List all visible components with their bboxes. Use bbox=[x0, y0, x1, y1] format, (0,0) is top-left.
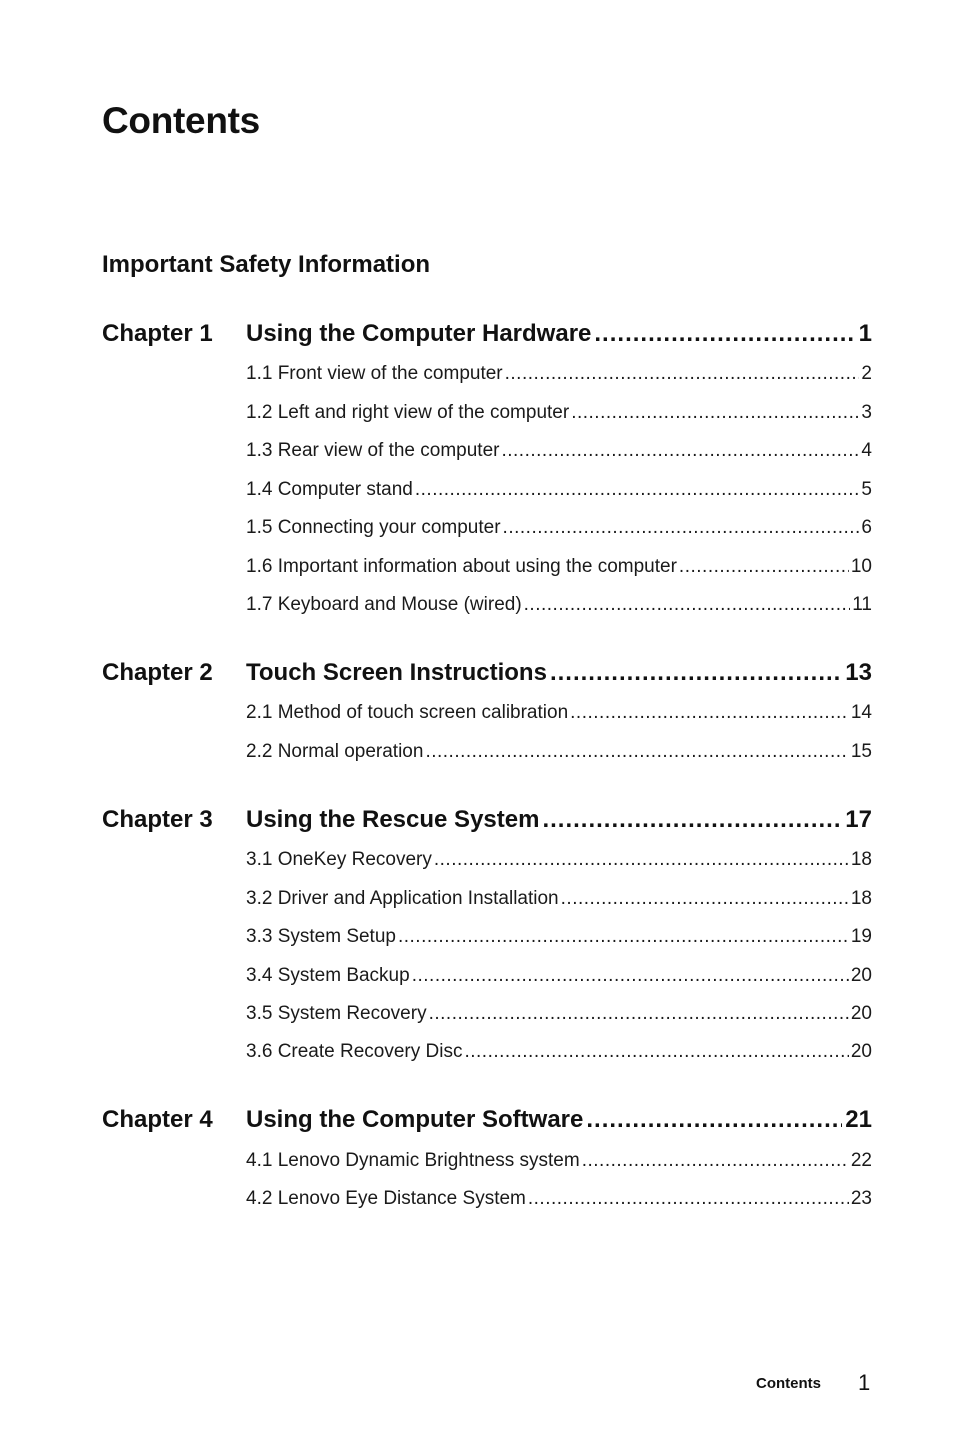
dot-leader bbox=[425, 741, 848, 763]
section-title: 2.1 Method of touch screen calibration bbox=[246, 702, 569, 723]
section-page: 5 bbox=[861, 479, 872, 500]
toc-entry-1-6[interactable] bbox=[246, 556, 872, 580]
dot-leader bbox=[550, 659, 842, 687]
dot-leader bbox=[542, 806, 842, 834]
dot-leader bbox=[571, 402, 859, 424]
section-title: 3.3 System Setup bbox=[246, 926, 396, 947]
section-page: 20 bbox=[850, 965, 872, 986]
page-title: Contents bbox=[102, 100, 260, 141]
section-title: 4.1 Lenovo Dynamic Brightness system bbox=[246, 1150, 580, 1171]
chapter-1-heading[interactable] bbox=[102, 320, 872, 350]
toc-entry-2-2[interactable] bbox=[246, 741, 872, 765]
section-page: 19 bbox=[850, 926, 872, 947]
section-title: 1.3 Rear view of the computer bbox=[246, 440, 500, 461]
chapter-title: Touch Screen Instructions bbox=[246, 659, 547, 686]
chapter-label: Chapter 4 bbox=[102, 1106, 213, 1133]
dot-leader bbox=[505, 363, 860, 385]
section-page: 18 bbox=[850, 849, 872, 870]
toc-entry-1-1[interactable] bbox=[246, 363, 872, 387]
section-page: 18 bbox=[850, 888, 872, 909]
toc-entry-4-1[interactable] bbox=[246, 1150, 872, 1174]
chapter-3-heading[interactable] bbox=[102, 806, 872, 836]
chapter-page: 13 bbox=[845, 659, 872, 686]
chapter-page: 1 bbox=[858, 320, 872, 347]
chapter-2-heading[interactable] bbox=[102, 659, 872, 689]
footer-label: Contents bbox=[756, 1375, 821, 1392]
section-page: 20 bbox=[850, 1041, 872, 1062]
dot-leader bbox=[679, 556, 849, 578]
section-page: 3 bbox=[861, 402, 872, 423]
section-page: 15 bbox=[850, 741, 872, 762]
toc-entry-1-7[interactable] bbox=[246, 594, 872, 618]
dot-leader bbox=[570, 702, 849, 724]
toc-entry-4-2[interactable] bbox=[246, 1188, 872, 1212]
section-title: 2.2 Normal operation bbox=[246, 741, 424, 762]
section-page: 23 bbox=[850, 1188, 872, 1209]
toc-entry-1-5[interactable] bbox=[246, 517, 872, 541]
dot-leader bbox=[528, 1188, 849, 1210]
section-page: 6 bbox=[861, 517, 872, 538]
dot-leader bbox=[434, 849, 849, 871]
dot-leader bbox=[415, 479, 860, 501]
toc-entry-3-2[interactable] bbox=[246, 888, 872, 912]
chapter-4-heading[interactable] bbox=[102, 1106, 872, 1136]
dot-leader bbox=[586, 1106, 842, 1134]
page-number: 1 bbox=[858, 1370, 871, 1395]
section-page: 20 bbox=[850, 1003, 872, 1024]
section-title: 4.2 Lenovo Eye Distance System bbox=[246, 1188, 526, 1209]
chapter-page: 21 bbox=[845, 1106, 872, 1133]
section-title: 3.6 Create Recovery Disc bbox=[246, 1041, 463, 1062]
toc-entry-1-2[interactable] bbox=[246, 402, 872, 426]
section-title: 1.5 Connecting your computer bbox=[246, 517, 501, 538]
dot-leader bbox=[464, 1041, 848, 1063]
section-page: 11 bbox=[852, 594, 872, 615]
dot-leader bbox=[561, 888, 849, 910]
chapter-title: Using the Computer Hardware bbox=[246, 320, 592, 347]
section-title: 1.6 Important information about using the computer bbox=[246, 556, 677, 577]
chapter-label: Chapter 3 bbox=[102, 806, 213, 833]
chapter-page: 17 bbox=[845, 806, 872, 833]
section-title: 3.2 Driver and Application Installation bbox=[246, 888, 559, 909]
dot-leader bbox=[398, 926, 849, 948]
section-title: 3.5 System Recovery bbox=[246, 1003, 427, 1024]
section-title: 1.4 Computer stand bbox=[246, 479, 413, 500]
toc-entry-3-6[interactable] bbox=[246, 1041, 872, 1065]
toc-entry-3-4[interactable] bbox=[246, 965, 872, 989]
dot-leader bbox=[503, 517, 860, 539]
section-title: 3.4 System Backup bbox=[246, 965, 410, 986]
toc-entry-3-1[interactable] bbox=[246, 849, 872, 873]
safety-heading: Important Safety Information bbox=[102, 251, 431, 278]
chapter-title: Using the Rescue System bbox=[246, 806, 540, 833]
section-page: 22 bbox=[850, 1150, 872, 1171]
section-title: 1.2 Left and right view of the computer bbox=[246, 402, 570, 423]
dot-leader bbox=[412, 965, 849, 987]
toc-entry-1-3[interactable] bbox=[246, 440, 872, 464]
dot-leader bbox=[594, 320, 855, 348]
toc-entry-3-5[interactable] bbox=[246, 1003, 872, 1027]
dot-leader bbox=[582, 1150, 849, 1172]
chapter-label: Chapter 1 bbox=[102, 320, 213, 347]
toc-entry-2-1[interactable] bbox=[246, 702, 872, 726]
dot-leader bbox=[524, 594, 851, 616]
section-page: 10 bbox=[850, 556, 872, 577]
toc-entry-1-4[interactable] bbox=[246, 479, 872, 503]
section-title: 1.7 Keyboard and Mouse (wired) bbox=[246, 594, 522, 615]
chapter-label: Chapter 2 bbox=[102, 659, 213, 686]
section-title: 3.1 OneKey Recovery bbox=[246, 849, 432, 870]
toc-entry-3-3[interactable] bbox=[246, 926, 872, 950]
section-page: 14 bbox=[850, 702, 872, 723]
dot-leader bbox=[429, 1003, 849, 1025]
section-page: 2 bbox=[861, 363, 872, 384]
dot-leader bbox=[501, 440, 859, 462]
chapter-title: Using the Computer Software bbox=[246, 1106, 584, 1133]
section-page: 4 bbox=[861, 440, 872, 461]
section-title: 1.1 Front view of the computer bbox=[246, 363, 503, 384]
